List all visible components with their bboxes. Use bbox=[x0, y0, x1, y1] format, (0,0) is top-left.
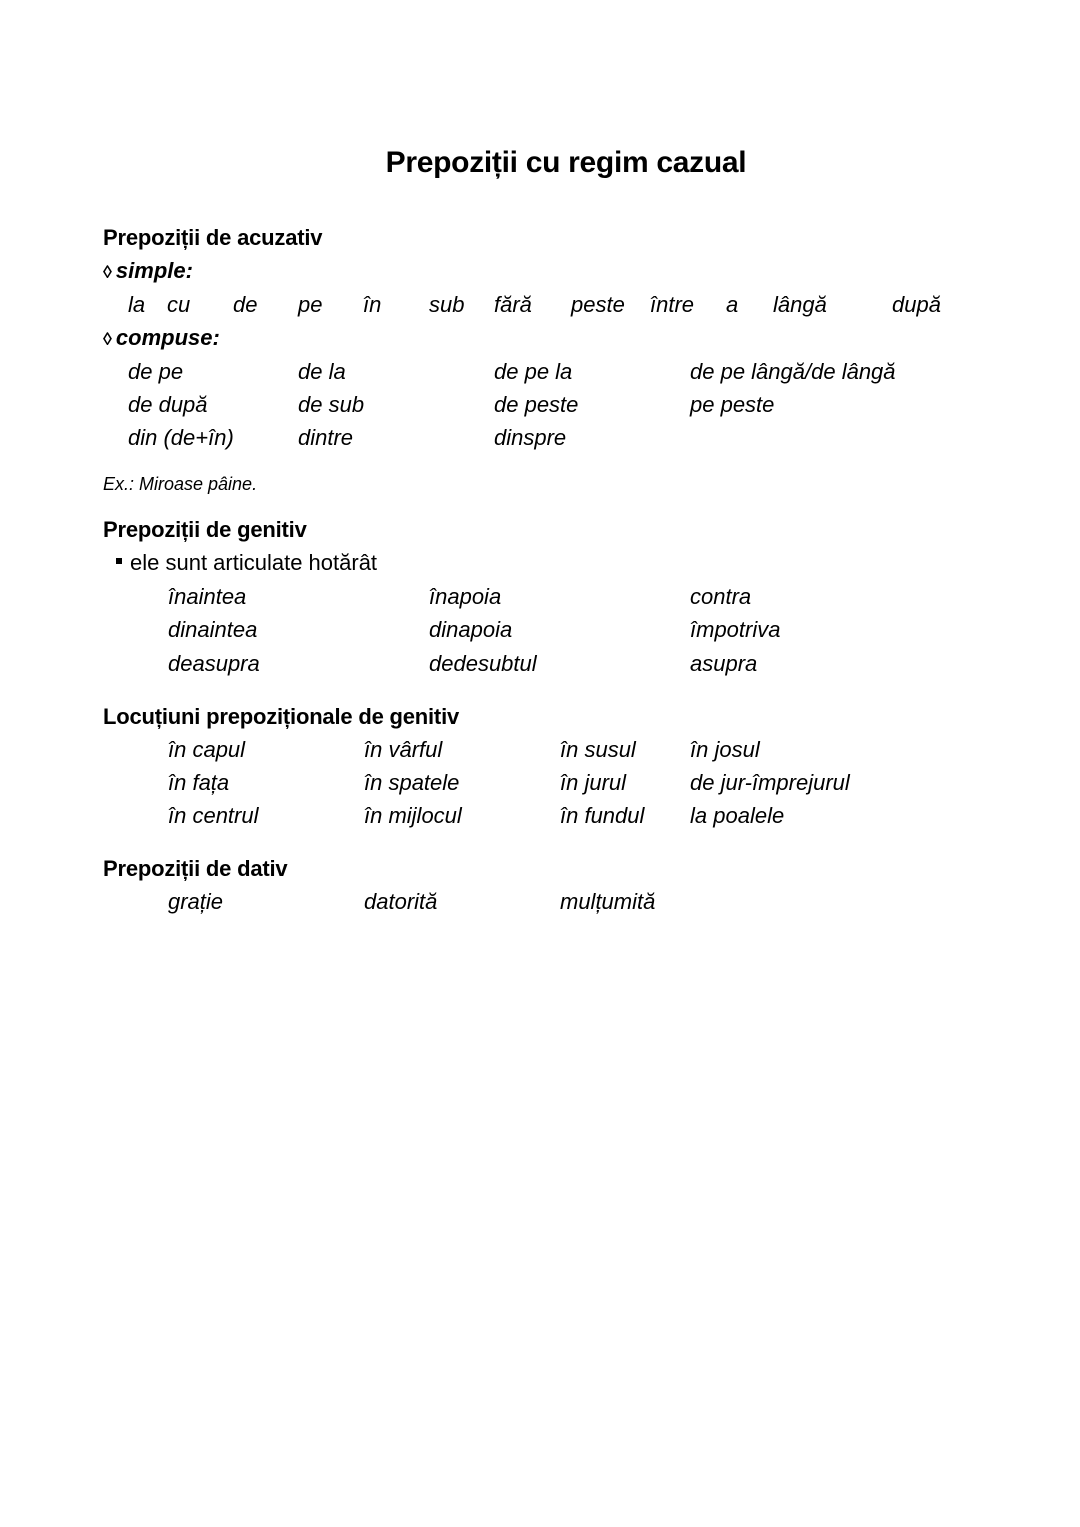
preposition-word: din (de+în) bbox=[128, 425, 234, 450]
locution-word: la poalele bbox=[690, 803, 785, 828]
preposition-word: peste bbox=[571, 292, 625, 317]
section-heading-genitiv: Prepoziții de genitiv bbox=[103, 517, 307, 542]
preposition-word: împotriva bbox=[690, 617, 781, 642]
locution-word: de jur-împrejurul bbox=[690, 770, 850, 795]
locution-word: în vârful bbox=[364, 737, 443, 762]
preposition-word: deasupra bbox=[168, 651, 260, 676]
preposition-word: de pe la bbox=[494, 359, 573, 384]
preposition-word: de pe lângă/de lângă bbox=[690, 359, 896, 384]
locution-word: în fundul bbox=[560, 803, 645, 828]
page-title: Prepoziții cu regim cazual bbox=[385, 146, 747, 179]
preposition-word: dedesubtul bbox=[429, 651, 537, 676]
subheading-simple-label: simple: bbox=[115, 258, 193, 283]
preposition-word: pe bbox=[298, 292, 323, 317]
locution-word: în fața bbox=[168, 770, 230, 795]
preposition-word: datorită bbox=[364, 889, 438, 914]
locution-word: în jurul bbox=[560, 770, 627, 795]
preposition-word: în bbox=[363, 292, 382, 317]
preposition-word: pe peste bbox=[690, 392, 775, 417]
preposition-word: de pe bbox=[128, 359, 184, 384]
subheading-simple bbox=[103, 258, 193, 284]
locution-word: în josul bbox=[690, 737, 760, 762]
preposition-word: contra bbox=[690, 584, 752, 609]
diamond-bullet-icon: ◊ bbox=[103, 329, 112, 349]
preposition-word: sub bbox=[429, 292, 465, 317]
preposition-word: grație bbox=[168, 889, 224, 914]
preposition-word: a bbox=[726, 292, 739, 317]
subheading-compuse bbox=[103, 325, 220, 351]
preposition-word: dinapoia bbox=[429, 617, 513, 642]
diamond-bullet-icon: ◊ bbox=[103, 262, 112, 282]
preposition-word: lângă bbox=[773, 292, 827, 317]
preposition-word: înapoia bbox=[429, 584, 502, 609]
preposition-word: fără bbox=[494, 292, 532, 317]
preposition-word: de bbox=[233, 292, 258, 317]
preposition-word: de peste bbox=[494, 392, 579, 417]
subheading-compuse-label: compuse: bbox=[115, 325, 220, 350]
locution-word: în capul bbox=[168, 737, 246, 762]
bullet-note bbox=[116, 550, 377, 576]
preposition-word: de după bbox=[128, 392, 208, 417]
preposition-word: mulțumită bbox=[560, 889, 656, 914]
locution-word: în susul bbox=[560, 737, 636, 762]
preposition-word: dinaintea bbox=[168, 617, 258, 642]
section-heading-dativ: Prepoziții de dativ bbox=[103, 856, 288, 881]
preposition-word: înaintea bbox=[168, 584, 247, 609]
section-heading-acuzativ: Prepoziții de acuzativ bbox=[103, 225, 323, 250]
preposition-word: de sub bbox=[298, 392, 365, 417]
square-bullet-icon bbox=[116, 558, 122, 564]
example-sentence: Ex.: Miroase pâine. bbox=[103, 474, 258, 494]
bullet-note-text: ele sunt articulate hotărât bbox=[130, 550, 378, 575]
preposition-word: dintre bbox=[298, 425, 354, 450]
section-heading-locutiuni-genitiv: Locuțiuni prepoziționale de genitiv bbox=[103, 704, 460, 729]
preposition-word: cu bbox=[167, 292, 191, 317]
preposition-word: asupra bbox=[690, 651, 758, 676]
preposition-word: la bbox=[128, 292, 146, 317]
preposition-word: după bbox=[892, 292, 941, 317]
preposition-word: dinspre bbox=[494, 425, 567, 450]
locution-word: în spatele bbox=[364, 770, 460, 795]
preposition-word: între bbox=[650, 292, 695, 317]
locution-word: în mijlocul bbox=[364, 803, 462, 828]
locution-word: în centrul bbox=[168, 803, 259, 828]
preposition-word: de la bbox=[298, 359, 346, 384]
